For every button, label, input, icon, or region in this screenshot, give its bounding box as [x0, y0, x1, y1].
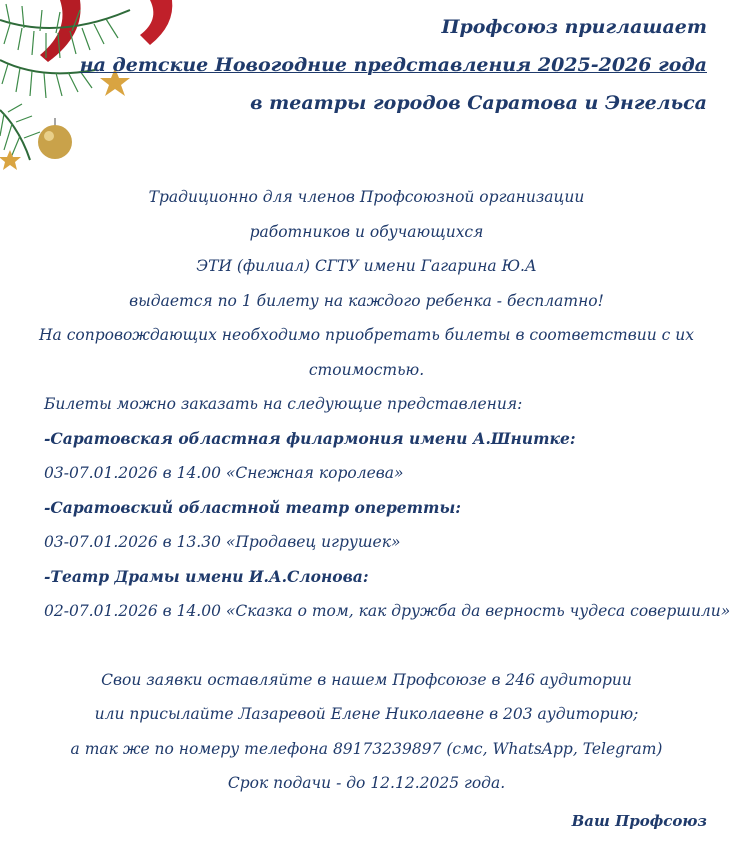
show-details: 03-07.01.2026 в 14.00 «Снежная королева» [44, 464, 404, 482]
show-details: 03-07.01.2026 в 13.30 «Продавец игрушек» [44, 533, 401, 551]
apply-line-3: а так же по номеру телефона 89173239897 (смс, WhatsApp, Telegram) [70, 739, 663, 758]
show-venue: -Саратовская областная филармония имени А.Шнитке: [44, 428, 576, 448]
show-details: 02-07.01.2026 в 14.00 «Сказка о том, как дружба да верность чудеса совершили» [44, 602, 731, 620]
apply-deadline: Срок подачи - до 12.12.2025 года. [227, 774, 506, 792]
shows-heading: Билеты можно заказать на следующие представления: [44, 395, 523, 413]
show-venue: -Театр Драмы имени И.А.Слонова: [44, 566, 369, 586]
header-line-2: на детские Новогодние представления 2025-2026 года [79, 54, 707, 76]
intro-line-2: работников и обучающихся [249, 222, 484, 241]
intro-line-1: Традиционно для членов Профсоюзной организации [148, 188, 585, 206]
invitation-header [80, 8, 707, 122]
intro-line-6: стоимостью. [308, 360, 425, 379]
show-venue: -Саратовский областной театр оперетты: [44, 497, 461, 517]
header-line-1: Профсоюз приглашает [441, 16, 707, 38]
intro-line-4: выдается по 1 билету на каждого ребенка - бесплатно! [129, 291, 604, 310]
blank-line [0, 629, 733, 663]
signature: Ваш Профсоюз [571, 812, 707, 830]
intro-line-3: ЭТИ (филиал) СГТУ имени Гагарина Ю.А [196, 257, 537, 275]
header-line-3: в театры городов Саратова и Энгельса [250, 92, 707, 114]
intro-line-5: На сопровождающих необходимо приобретать билеты в соответствии с их [39, 326, 694, 344]
invitation-body [0, 180, 733, 801]
apply-line-1: Свои заявки оставляйте в нашем Профсоюзе в 246 аудитории [101, 670, 632, 689]
apply-line-2: или присылайте Лазаревой Елене Николаевне в 203 аудиторию; [94, 705, 639, 723]
